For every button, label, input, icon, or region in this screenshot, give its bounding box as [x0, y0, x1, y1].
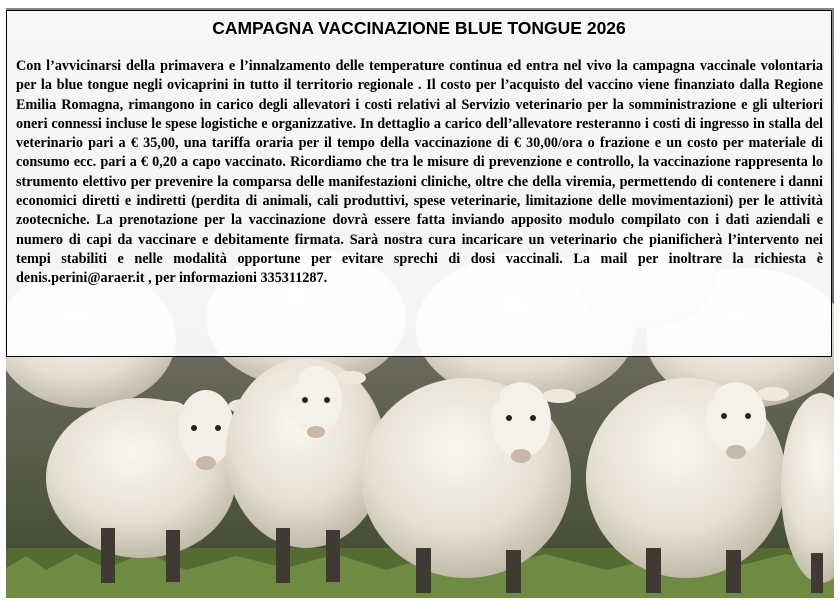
announcement-box	[6, 10, 832, 357]
document-body: Con l’avvicinarsi della primavera e l’innalzamento delle temperature continua ed entra nel vivo la campagna vaccinale volontaria per la blue tongue negli ovicaprini in tutto il territorio regionale . Il costo per l’acquisto del vaccino viene finanziato dalla Regione Emilia Romagna, rimangono in carico degli allevatori i costi relativi al Servizio veterinario per la somministrazione e gli ulteriori oneri connessi incluse le spese logistiche e organizzative. In dettaglio a carico dell’allevatore resteranno i costi di ingresso in stalla del veterinario pari a € 35,00, una tariffa oraria per il tempo della vaccinazione di € 30,00/ora o frazione e un costo per materiale di consumo ecc. pari a € 0,20 a capo vaccinato. Ricordiamo che tra le misure di prevenzione e controllo, la vaccinazione rappresenta lo strumento elettivo per prevenire la comparsa delle manifestazioni cliniche, oltre che della viremia, permettendo di contenere i danni economici diretti e indiretti (perdita di animali, cali produttivi, spese veterinarie, limitazione delle movimentazioni) per le attività zootecniche. La prenotazione per la vaccinazione dovrà essere fatta inviando apposito modulo compilato con i dati aziendali e numero di capi da vaccinare e debitamente firmata. Sarà nostra cura incaricare un veterinario che pianificherà l’intervento nei tempi stabiliti e nelle modalità opportune per evitare sprechi di dosi vaccinali. La mail per inoltrare la richiesta è denis.perini@araer.it , per informazioni 335311287.	[16, 58, 823, 287]
document-title: CAMPAGNA VACCINAZIONE BLUE TONGUE 2026	[212, 18, 626, 38]
